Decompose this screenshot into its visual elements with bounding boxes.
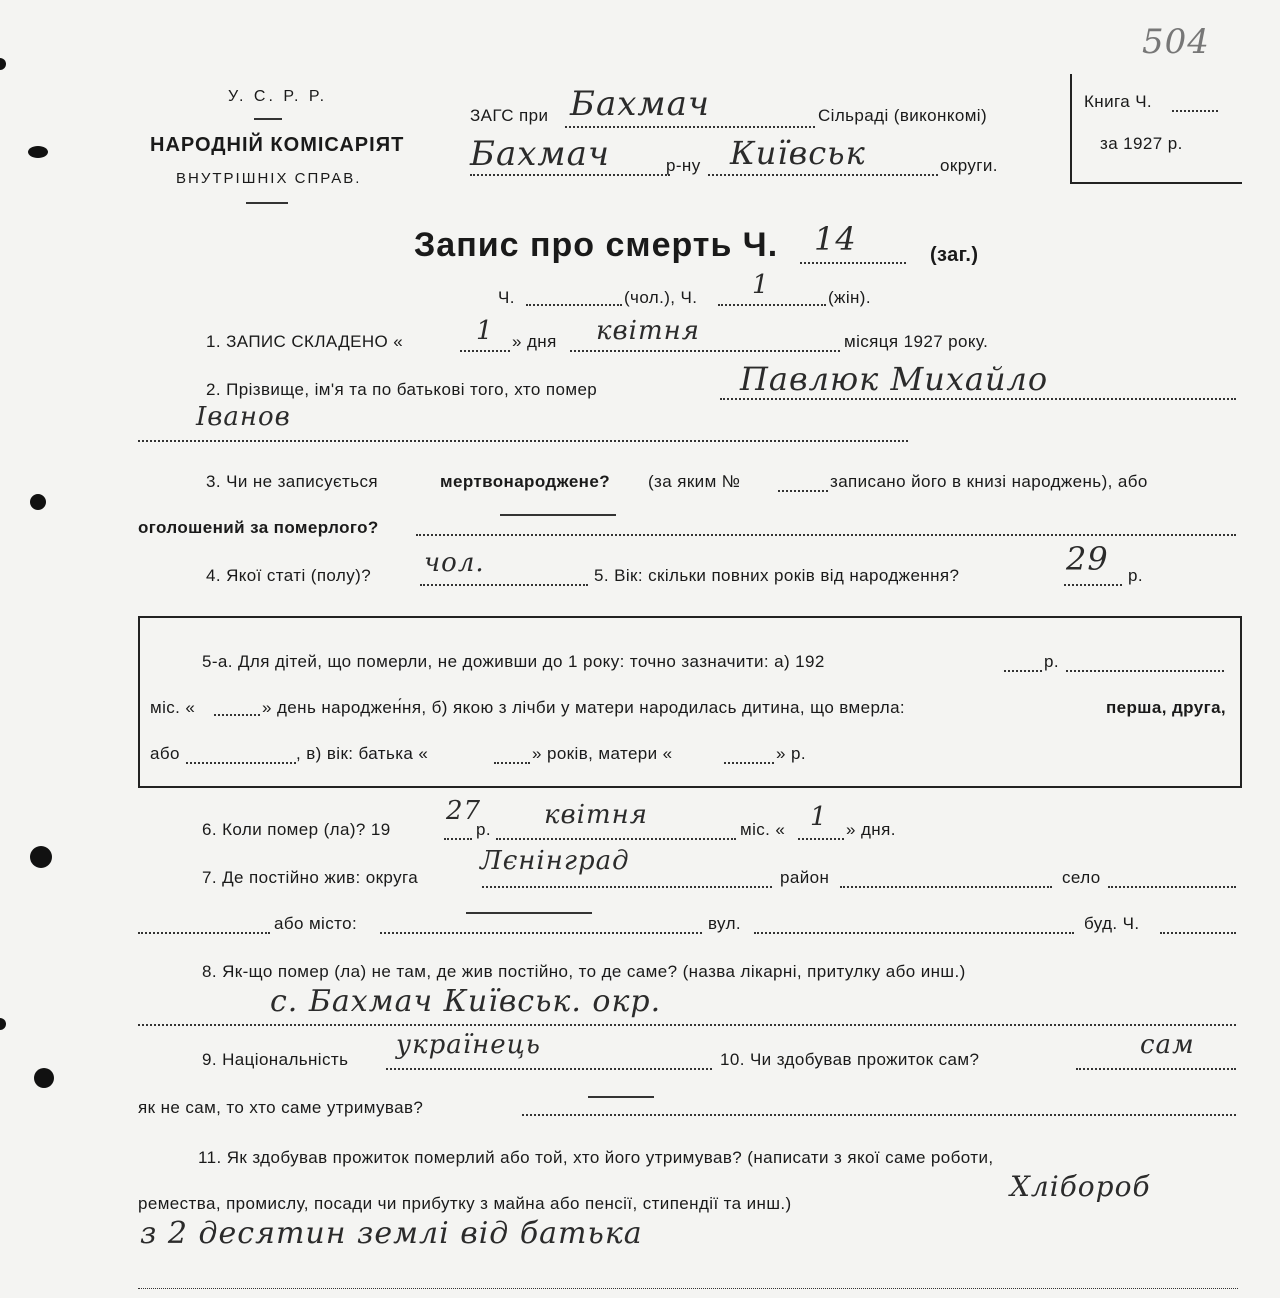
field5a-father-line xyxy=(494,762,530,764)
field6-month-line xyxy=(496,838,736,840)
field5a-line1: 5-а. Для дітей, що померли, не доживши до 1 року: точно зазначити: а) 192 xyxy=(202,652,825,671)
field2-value-2: Іванов xyxy=(196,402,291,432)
field5a-line3-b: , в) вік: батька « xyxy=(296,744,429,763)
field7-street-line xyxy=(754,932,1074,934)
record-suffix: (заг.) xyxy=(930,244,979,266)
binding-hole xyxy=(0,58,6,70)
field4-line xyxy=(420,584,588,586)
field10-line2: як не сам, то хто саме утримував? xyxy=(138,1098,424,1117)
field5a-mother-line xyxy=(724,762,774,764)
male-count-line xyxy=(526,304,622,306)
field5a-year-line xyxy=(1004,670,1042,672)
field11-value-1: Хлібороб xyxy=(1010,1170,1151,1203)
council-value: Бахмач xyxy=(570,84,711,124)
binding-hole xyxy=(30,494,46,510)
book-number-line xyxy=(1172,110,1218,112)
commissariat-label: НАРОДНІЙ КОМІСАРІЯТ xyxy=(150,134,405,156)
council-suffix: Сільраді (виконкомі) xyxy=(818,106,988,125)
field6-day-line xyxy=(798,838,844,840)
field3-c: (за яким № xyxy=(648,472,741,491)
field11-line1: 11. Як здобував прожиток померлий або той, хто його утримував? (написати з якої саме роботи, xyxy=(198,1148,994,1167)
field1-day: 1 xyxy=(476,316,494,346)
field1-day-line xyxy=(460,350,510,352)
field6-mid: р. xyxy=(476,820,491,839)
field5a-line2-c: перша, друга, xyxy=(1106,698,1227,717)
field3-dash-mark xyxy=(500,514,616,516)
field8-line xyxy=(138,1024,1236,1026)
republic-label: У. С. Р. Р. xyxy=(228,88,328,105)
field2-label: 2. Прізвище, ім'я та по батькові того, хто помер xyxy=(206,380,598,399)
field9-label: 9. Національність xyxy=(202,1050,349,1069)
field6-month: квітня xyxy=(544,800,648,830)
male-count-label: Ч. xyxy=(498,288,515,307)
field2-line-2 xyxy=(138,440,908,442)
binding-hole xyxy=(28,146,48,158)
book-label: Книга Ч. xyxy=(1084,92,1153,111)
female-count-value: 1 xyxy=(752,270,770,300)
district-line xyxy=(470,174,670,176)
field7-line2-start xyxy=(138,932,270,934)
field6-mid2: міс. « xyxy=(740,820,786,839)
field9-line xyxy=(386,1068,712,1070)
binding-hole xyxy=(0,1018,6,1030)
field1-label: 1. ЗАПИС СКЛАДЕНО « xyxy=(206,332,404,351)
field7-raion: район xyxy=(780,868,830,887)
zags-prefix: ЗАГС при xyxy=(470,106,549,125)
field3-b: мертвонароджене? xyxy=(440,472,610,491)
corner-number: 504 xyxy=(1142,22,1210,62)
field7-okrug: Лєнінград xyxy=(480,846,630,876)
field10-line2-dots xyxy=(522,1114,1236,1116)
field7-dash-mark xyxy=(466,912,592,914)
field5-tail: р. xyxy=(1128,566,1143,585)
field3-line2-dots xyxy=(416,534,1236,536)
field3-d: записано його в книзі народжень), або xyxy=(830,472,1148,491)
binding-hole xyxy=(30,846,52,868)
field6-year: 27 xyxy=(446,796,482,826)
field8-label: 8. Як-що помер (ла) не там, де жив постійно, то де саме? (назва лікарні, притулку або инш.) xyxy=(202,962,966,981)
field5-label: 5. Вік: скільки повних років від народження? xyxy=(594,566,960,585)
female-count-suffix: (жін). xyxy=(828,288,871,307)
field10-value: сам xyxy=(1140,1030,1195,1060)
book-year: за 1927 р. xyxy=(1100,134,1183,153)
field7-line2-b: вул. xyxy=(708,914,742,933)
field11-line2: ремества, промислу, посади чи прибутку з майна або пенсії, стипендії та инш.) xyxy=(138,1194,792,1213)
district-value: Бахмач xyxy=(470,134,611,174)
header-divider-2 xyxy=(246,202,288,204)
field9-value: українець xyxy=(396,1030,541,1060)
field11-value-2: з 2 десятин землі від батька xyxy=(140,1216,643,1251)
field5a-order-line xyxy=(186,762,296,764)
field7-okrug-line xyxy=(482,886,772,888)
field7-selo: село xyxy=(1062,868,1101,887)
field5a-line3-c: » років, матери « xyxy=(532,744,673,763)
field1-mid: » дня xyxy=(512,332,557,351)
field7-house-line xyxy=(1160,932,1236,934)
field10-line xyxy=(1076,1068,1236,1070)
council-line xyxy=(565,126,815,128)
record-title: Запис про смерть Ч. xyxy=(414,226,779,264)
record-number: 14 xyxy=(814,220,857,258)
field3-number-line xyxy=(778,490,828,492)
department-label: ВНУТРІШНІХ СПРАВ. xyxy=(176,170,362,187)
field5a-line2-a: міс. « xyxy=(150,698,196,717)
field4-value: чол. xyxy=(424,548,485,578)
okrug-line xyxy=(708,174,938,176)
field1-month-line xyxy=(570,350,840,352)
record-number-line xyxy=(800,262,906,264)
field4-label: 4. Якої статі (полу)? xyxy=(206,566,372,585)
field1-month: квітня xyxy=(596,316,700,346)
field2-line-1 xyxy=(720,398,1236,400)
field5a-line1-tail: р. xyxy=(1044,652,1059,671)
field2-value-1: Павлюк Михайло xyxy=(740,360,1049,398)
field5a-line2-b: » день народжен́ня, б) якою з лічби у матери народилась дитина, що вмерла: xyxy=(262,698,906,717)
field5a-day-line xyxy=(214,714,260,716)
female-count-line xyxy=(718,304,826,306)
okrug-value: Київськ xyxy=(730,134,866,172)
field7-raion-line xyxy=(840,886,1052,888)
bottom-rule xyxy=(138,1288,1238,1289)
field5a-line3-a: або xyxy=(150,744,180,763)
field10-label: 10. Чи здобував прожиток сам? xyxy=(720,1050,980,1069)
field5-value: 29 xyxy=(1066,540,1109,578)
field5-line xyxy=(1064,584,1122,586)
field1-tail: місяця 1927 року. xyxy=(844,332,989,351)
male-count-suffix: (чол.), Ч. xyxy=(624,288,698,307)
field7-selo-line xyxy=(1108,886,1236,888)
field3-a: 3. Чи не записується xyxy=(206,472,378,491)
field8-value: с. Бахмач Київськ. окр. xyxy=(270,984,662,1019)
field10-dash-mark xyxy=(588,1096,654,1098)
field7-label: 7. Де постійно жив: округа xyxy=(202,868,419,887)
field5a-line3-d: » р. xyxy=(776,744,806,763)
okrug-suffix: округи. xyxy=(940,156,998,175)
district-suffix: р-ну xyxy=(666,156,701,175)
field7-line2-a: або місто: xyxy=(274,914,358,933)
book-box xyxy=(1070,74,1242,184)
field6-tail: » дня. xyxy=(846,820,896,839)
field5a-line1-rest xyxy=(1066,670,1224,672)
field6-label: 6. Коли помер (ла)? 19 xyxy=(202,820,391,839)
field7-city-line xyxy=(380,932,702,934)
field3-line2: оголошений за померлого? xyxy=(138,518,379,537)
field6-year-line xyxy=(444,838,472,840)
field7-line2-c: буд. Ч. xyxy=(1084,914,1140,933)
binding-hole xyxy=(34,1068,54,1088)
header-divider xyxy=(254,118,282,120)
field6-day: 1 xyxy=(810,802,828,832)
